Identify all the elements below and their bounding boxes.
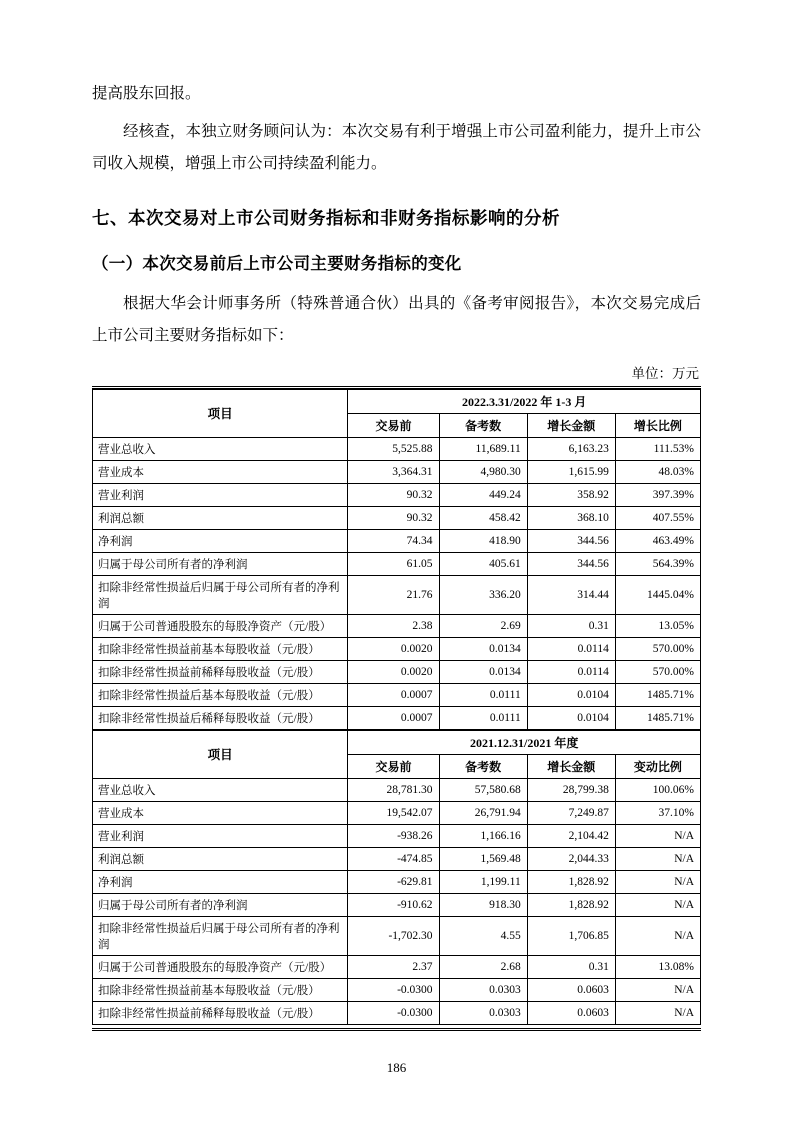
table-row (93, 1001, 701, 1024)
financial-table-1 (92, 389, 701, 730)
row-value: N/A (615, 824, 700, 847)
row-value: 358.92 (527, 483, 615, 506)
row-label: 归属于母公司所有者的净利润 (93, 552, 348, 575)
table-header-row-period (93, 389, 701, 413)
row-value: 564.39% (615, 552, 700, 575)
row-value: 0.0007 (348, 706, 439, 729)
row-value: 48.03% (615, 460, 700, 483)
table-row (93, 870, 701, 893)
row-value: 570.00% (615, 637, 700, 660)
column-header-0: 交易前 (348, 413, 439, 437)
table-header-row-period (93, 730, 701, 754)
row-value: 111.53% (615, 437, 700, 460)
column-header-item: 项目 (93, 730, 348, 778)
table-row (93, 660, 701, 683)
table-row (93, 483, 701, 506)
table-row (93, 552, 701, 575)
row-value: 2,104.42 (527, 824, 615, 847)
row-label: 扣除非经常性损益后归属于母公司所有者的净利润 (93, 575, 348, 614)
row-label: 营业成本 (93, 460, 348, 483)
table-row (93, 683, 701, 706)
page-number: 186 (386, 1060, 407, 1075)
row-value: 13.05% (615, 614, 700, 637)
table-row (93, 637, 701, 660)
row-value: 19,542.07 (348, 801, 439, 824)
table-row (93, 847, 701, 870)
row-value: 2.37 (348, 955, 439, 978)
row-value: 449.24 (439, 483, 527, 506)
row-value: 28,781.30 (348, 778, 439, 801)
row-label: 扣除非经常性损益前稀释每股收益（元/股） (93, 1001, 348, 1024)
row-value: 463.49% (615, 529, 700, 552)
table-row (93, 529, 701, 552)
column-header-item: 项目 (93, 389, 348, 437)
row-value: 11,689.11 (439, 437, 527, 460)
row-label: 净利润 (93, 870, 348, 893)
row-value: 314.44 (527, 575, 615, 614)
row-value: 6,163.23 (527, 437, 615, 460)
row-value: 37.10% (615, 801, 700, 824)
row-label: 扣除非经常性损益前基本每股收益（元/股） (93, 637, 348, 660)
table-row (93, 575, 701, 614)
column-header-3: 增长比例 (615, 413, 700, 437)
row-value: 0.0104 (527, 683, 615, 706)
row-value: 90.32 (348, 506, 439, 529)
row-value: N/A (615, 978, 700, 1001)
row-value: -910.62 (348, 893, 439, 916)
column-header-1: 备考数 (439, 413, 527, 437)
row-label: 净利润 (93, 529, 348, 552)
row-value: 1,828.92 (527, 893, 615, 916)
table-row (93, 437, 701, 460)
row-value: -629.81 (348, 870, 439, 893)
row-value: 13.08% (615, 955, 700, 978)
column-header-period: 2022.3.31/2022 年 1-3 月 (348, 389, 701, 413)
row-value: 57,580.68 (439, 778, 527, 801)
row-value: 0.0303 (439, 1001, 527, 1024)
row-value: -938.26 (348, 824, 439, 847)
row-value: 1,166.16 (439, 824, 527, 847)
row-value: 1,828.92 (527, 870, 615, 893)
column-header-3: 变动比例 (615, 754, 700, 778)
row-value: 0.31 (527, 614, 615, 637)
row-value: 0.0603 (527, 1001, 615, 1024)
row-value: 368.10 (527, 506, 615, 529)
row-value: N/A (615, 847, 700, 870)
subsection-heading: （一）本次交易前后上市公司主要财务指标的变化 (92, 254, 462, 274)
row-value: 1445.04% (615, 575, 700, 614)
row-label: 营业成本 (93, 801, 348, 824)
row-label: 营业总收入 (93, 437, 348, 460)
row-value: 0.0111 (439, 706, 527, 729)
column-header-0: 交易前 (348, 754, 439, 778)
row-value: 7,249.87 (527, 801, 615, 824)
row-label: 扣除非经常性损益后稀释每股收益（元/股） (93, 706, 348, 729)
row-value: 1,706.85 (527, 916, 615, 955)
row-label: 利润总额 (93, 506, 348, 529)
row-value: 418.90 (439, 529, 527, 552)
row-value: N/A (615, 916, 700, 955)
column-header-2: 增长金额 (527, 754, 615, 778)
row-value: 0.0603 (527, 978, 615, 1001)
row-value: 0.0134 (439, 637, 527, 660)
table-row (93, 916, 701, 955)
row-value: 90.32 (348, 483, 439, 506)
row-value: 5,525.88 (348, 437, 439, 460)
row-value: 26,791.94 (439, 801, 527, 824)
row-value: 1485.71% (615, 706, 700, 729)
row-value: 1,569.48 (439, 847, 527, 870)
row-value: 2.38 (348, 614, 439, 637)
table-row (93, 801, 701, 824)
table-row (93, 778, 701, 801)
row-value: 4,980.30 (439, 460, 527, 483)
table-row (93, 460, 701, 483)
row-value: 0.0114 (527, 660, 615, 683)
paragraph-2: 经核查，本独立财务顾问认为：本次交易有利于增强上市公司盈利能力，提升上市公司收入规模，增强上市公司持续盈利能力。 (92, 122, 701, 172)
row-value: -474.85 (348, 847, 439, 870)
table-row (93, 824, 701, 847)
table-row (93, 614, 701, 637)
row-value: 3,364.31 (348, 460, 439, 483)
table-row (93, 706, 701, 729)
row-label: 扣除非经常性损益前稀释每股收益（元/股） (93, 660, 348, 683)
row-value: 344.56 (527, 552, 615, 575)
column-header-1: 备考数 (439, 754, 527, 778)
row-label: 扣除非经常性损益后归属于母公司所有者的净利润 (93, 916, 348, 955)
table-row (93, 893, 701, 916)
section-heading: 七、本次交易对上市公司财务指标和非财务指标影响的分析 (92, 208, 560, 229)
row-value: 0.0134 (439, 660, 527, 683)
row-label: 营业利润 (93, 483, 348, 506)
row-value: 1,615.99 (527, 460, 615, 483)
row-label: 归属于公司普通股股东的每股净资产（元/股） (93, 955, 348, 978)
row-value: 344.56 (527, 529, 615, 552)
row-value: 0.0020 (348, 660, 439, 683)
row-value: 21.76 (348, 575, 439, 614)
column-header-2: 增长金额 (527, 413, 615, 437)
unit-label: 单位：万元 (631, 365, 699, 381)
row-value: 405.61 (439, 552, 527, 575)
row-value: 100.06% (615, 778, 700, 801)
row-value: 0.31 (527, 955, 615, 978)
column-header-period: 2021.12.31/2021 年度 (348, 730, 701, 754)
table-row (93, 506, 701, 529)
row-value: -0.0300 (348, 978, 439, 1001)
row-label: 归属于母公司所有者的净利润 (93, 893, 348, 916)
row-value: 28,799.38 (527, 778, 615, 801)
row-label: 营业总收入 (93, 778, 348, 801)
row-value: 4.55 (439, 916, 527, 955)
financial-table-2 (92, 730, 701, 1025)
row-value: 1485.71% (615, 683, 700, 706)
row-value: -0.0300 (348, 1001, 439, 1024)
row-value: 61.05 (348, 552, 439, 575)
row-value: 2,044.33 (527, 847, 615, 870)
row-label: 归属于公司普通股股东的每股净资产（元/股） (93, 614, 348, 637)
financial-table-1-wrapper (92, 386, 701, 730)
table-row (93, 955, 701, 978)
financial-table-2-wrapper (92, 730, 701, 1031)
row-value: 0.0020 (348, 637, 439, 660)
table-bottom-rule (92, 1025, 701, 1031)
row-value: 0.0104 (527, 706, 615, 729)
row-value: 0.0007 (348, 683, 439, 706)
row-value: N/A (615, 1001, 700, 1024)
row-value: 397.39% (615, 483, 700, 506)
row-value: 918.30 (439, 893, 527, 916)
row-label: 扣除非经常性损益后基本每股收益（元/股） (93, 683, 348, 706)
row-value: 2.68 (439, 955, 527, 978)
row-value: 0.0111 (439, 683, 527, 706)
table-row (93, 978, 701, 1001)
row-value: 2.69 (439, 614, 527, 637)
row-value: 336.20 (439, 575, 527, 614)
row-value: 570.00% (615, 660, 700, 683)
row-label: 营业利润 (93, 824, 348, 847)
row-value: 458.42 (439, 506, 527, 529)
row-value: 0.0114 (527, 637, 615, 660)
row-value: 1,199.11 (439, 870, 527, 893)
row-value: -1,702.30 (348, 916, 439, 955)
row-value: 0.0303 (439, 978, 527, 1001)
paragraph-1: 提高股东回报。 (92, 85, 201, 102)
intro-paragraph: 根据大华会计师事务所（特殊普通合伙）出具的《备考审阅报告》，本次交易完成后上市公司主要财务指标如下： (92, 295, 701, 345)
row-value: N/A (615, 893, 700, 916)
row-value: N/A (615, 870, 700, 893)
row-label: 利润总额 (93, 847, 348, 870)
row-value: 74.34 (348, 529, 439, 552)
row-label: 扣除非经常性损益前基本每股收益（元/股） (93, 978, 348, 1001)
row-value: 407.55% (615, 506, 700, 529)
